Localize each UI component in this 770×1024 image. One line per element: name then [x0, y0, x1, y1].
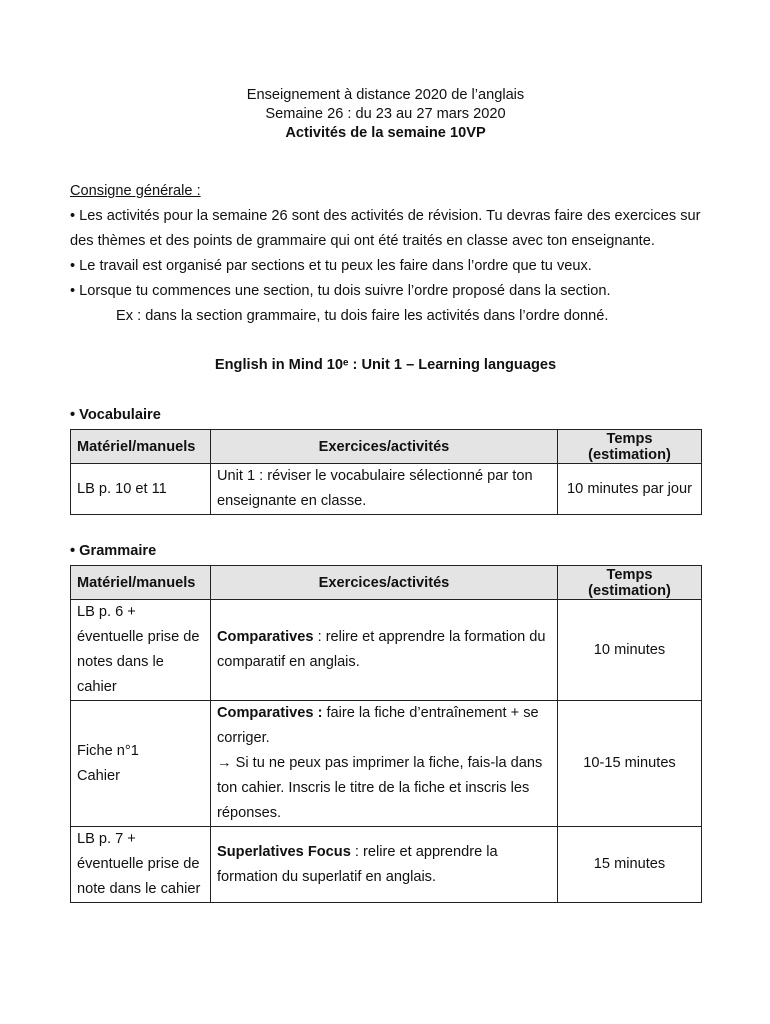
exercise-note: Si tu ne peux pas imprimer la fiche, fais-la dans ton cahier. Inscris le titre de la fiche et inscris les réponses.: [217, 755, 543, 821]
document-header: [70, 86, 701, 143]
document-page: [70, 86, 701, 903]
grammar-table: [70, 565, 702, 903]
vocabulary-section-title: • Vocabulaire: [70, 407, 161, 423]
grammar-section-title: • Grammaire: [70, 543, 157, 559]
unit-title: English in Mind 10ᵉ : Unit 1 – Learning languages: [214, 357, 557, 373]
table-row: [71, 827, 702, 903]
header-temps: Temps (estimation): [558, 430, 702, 464]
table-row: [71, 600, 702, 701]
vocabulary-table: [70, 429, 702, 515]
instruction-bullet-3: • Lorsque tu commences une section, tu dois suivre l’ordre proposé dans la section.: [70, 283, 611, 299]
cell-temps: 10 minutes: [558, 600, 702, 701]
general-instructions: [70, 179, 701, 329]
table-header-row: [71, 566, 702, 600]
exercise-keyword: Comparatives: [217, 629, 314, 645]
cell-temps: 10-15 minutes: [558, 701, 702, 827]
cell-materiel: LB p. 6 + éventuelle prise de notes dans le cahier: [71, 600, 211, 701]
cell-materiel: [71, 701, 211, 827]
header-materiel: Matériel/manuels: [71, 430, 211, 464]
arrow-icon: →: [217, 755, 232, 771]
header-temps: Temps (estimation): [558, 566, 702, 600]
materiel-line-1: Fiche n°1: [77, 742, 139, 759]
table-row: [71, 464, 702, 515]
header-line-1: Enseignement à distance 2020 de l’anglais: [246, 87, 525, 103]
exercise-text: : relire et apprendre la formation du comparatif en anglais.: [217, 629, 546, 670]
cell-exercice: [211, 600, 558, 701]
instruction-bullet-2: • Le travail est organisé par sections et tu peux les faire dans l’ordre que tu veux.: [70, 258, 592, 274]
cell-materiel: LB p. 10 et 11: [71, 464, 211, 515]
header-exercices: Exercices/activités: [211, 566, 558, 600]
exercise-keyword: Comparatives :: [217, 705, 323, 721]
cell-exercice: [211, 701, 558, 827]
materiel-line-2: Cahier: [77, 767, 120, 784]
header-materiel: Matériel/manuels: [71, 566, 211, 600]
cell-temps: 15 minutes: [558, 827, 702, 903]
header-exercices: Exercices/activités: [211, 430, 558, 464]
table-row: [71, 701, 702, 827]
header-title: Activités de la semaine 10VP: [285, 125, 486, 141]
instruction-bullet-1: • Les activités pour la semaine 26 sont des activités de révision. Tu devras faire des exercices sur des thèmes et des points de grammaire qui ont été traités en classe avec ton enseignante.: [70, 208, 701, 249]
table-header-row: [71, 430, 702, 464]
exercise-text: : relire et apprendre la formation du superlatif en anglais.: [217, 843, 498, 885]
instructions-title: Consigne générale :: [70, 183, 201, 199]
exercise-keyword: Superlatives Focus: [217, 843, 351, 860]
cell-materiel: LB p. 7 + éventuelle prise de note dans le cahier: [71, 827, 211, 903]
cell-exercice: Unit 1 : réviser le vocabulaire sélectionné par ton enseignante en classe.: [211, 464, 558, 515]
cell-exercice: [211, 827, 558, 903]
instruction-example: Ex : dans la section grammaire, tu dois faire les activités dans l’ordre donné.: [116, 308, 609, 324]
cell-temps: 10 minutes par jour: [558, 464, 702, 515]
exercise-text: faire la fiche d’entraînement + se corriger.: [217, 705, 539, 746]
header-line-2: Semaine 26 : du 23 au 27 mars 2020: [265, 106, 506, 122]
